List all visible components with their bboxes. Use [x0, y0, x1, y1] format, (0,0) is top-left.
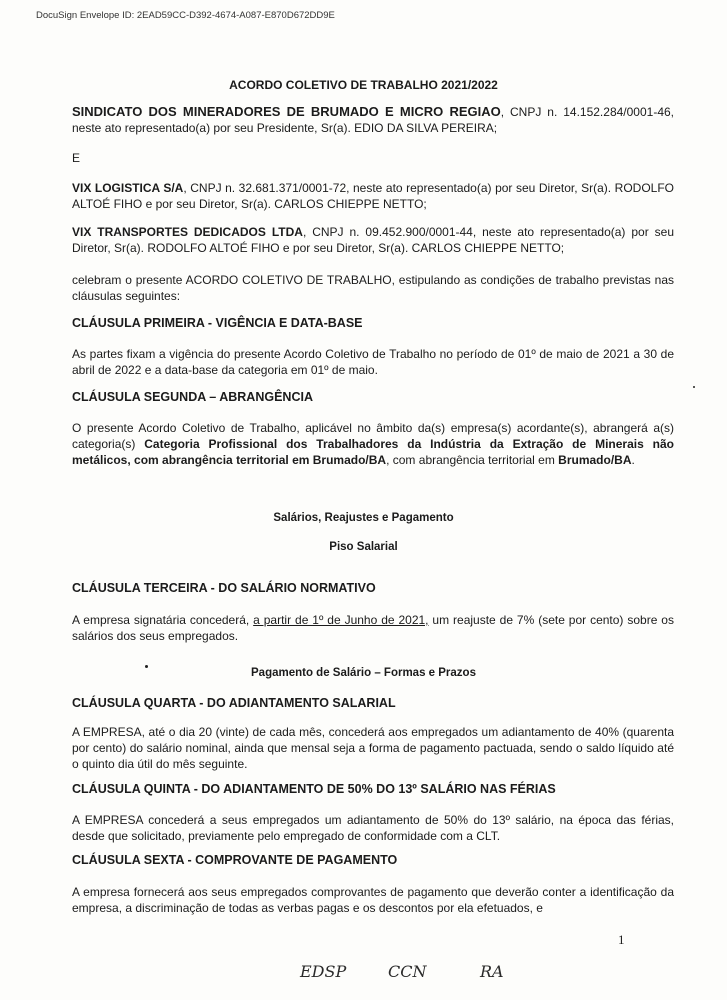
clause-6-text: A empresa fornecerá aos seus empregados comprovantes de pagamento que deverão conter a identificação da empresa, a discriminação de todas as verbas pagas e os descontos por ela efetuados, e	[72, 885, 674, 915]
document-title: ACORDO COLETIVO DE TRABALHO 2021/2022	[229, 78, 498, 92]
conjunction: E	[72, 151, 81, 165]
clause-2-category: Categoria Profissional dos Trabalhadores da Indústria da Extração de Minerais não metálicos, com abrangência territorial em Brumado/BA	[72, 437, 674, 467]
clause-4-title: CLÁUSULA QUARTA - DO ADIANTAMENTO SALARIAL	[72, 696, 396, 710]
clause-2-title: CLÁUSULA SEGUNDA – ABRANGÊNCIA	[72, 390, 313, 404]
party-sindicato-name: SINDICATO DOS MINERADORES DE BRUMADO E MICRO REGIAO	[72, 104, 501, 119]
clause-2-text-a: O presente Acordo Coletivo de Trabalho, aplicável no âmbito da(s) empresa(s) acordante(s), abrangerá a(s) categoria(s)	[72, 421, 674, 451]
scan-speck	[693, 386, 695, 388]
initials-ra: RA	[480, 962, 504, 981]
initials-ccn: CCN	[388, 962, 427, 981]
scan-speck	[145, 665, 148, 668]
clause-2-text-c: , com abrangência territorial em	[386, 453, 559, 467]
initials-edsp: EDSP	[300, 962, 347, 981]
clause-5-title: CLÁUSULA QUINTA - DO ADIANTAMENTO DE 50% DO 13º SALÁRIO NAS FÉRIAS	[72, 782, 556, 796]
clause-3-date: a partir de 1º de Junho de 2021,	[253, 613, 429, 627]
clause-1-title: CLÁUSULA PRIMEIRA - VIGÊNCIA E DATA-BASE	[72, 316, 363, 330]
party-vix-transportes	[72, 224, 674, 256]
clause-6-title: CLÁUSULA SEXTA - COMPROVANTE DE PAGAMENTO	[72, 853, 398, 867]
section-salarios: Salários, Reajustes e Pagamento	[273, 512, 454, 524]
clause-2-text-e: .	[631, 453, 635, 467]
clause-2-text	[72, 420, 674, 468]
clause-3-text-c: um reajuste de 7% (sete por cento) sobre os salários dos seus empregados.	[72, 613, 674, 643]
page-number: 1	[618, 932, 625, 947]
party-vix-transportes-name: VIX TRANSPORTES DEDICADOS LTDA	[72, 225, 303, 239]
section-pagamento: Pagamento de Salário – Formas e Prazos	[251, 667, 476, 679]
clause-3-title: CLÁUSULA TERCEIRA - DO SALÁRIO NORMATIVO	[72, 581, 376, 595]
party-sindicato	[72, 104, 674, 136]
docusign-envelope-id: DocuSign Envelope ID: 2EAD59CC-D392-4674-A087-E870D672DD9E	[36, 10, 335, 21]
clause-5-text: A EMPRESA concederá a seus empregados um adiantamento de 50% do 13º salário, na época das férias, desde que solicitado, previamente pelo empregado de conformidade com a CLT.	[72, 813, 674, 843]
party-vix-logistica	[72, 180, 674, 212]
clause-2-territory: Brumado/BA	[558, 453, 632, 467]
party-vix-logistica-name: VIX LOGISTICA S/A	[72, 181, 184, 195]
section-piso-salarial: Piso Salarial	[329, 541, 398, 553]
clause-1-text: As partes fixam a vigência do presente Acordo Coletivo de Trabalho no período de 01º de maio de 2021 a 30 de abril de 2022 e a data-base da categoria em 01º de maio.	[72, 347, 674, 377]
party-sindicato-details: , CNPJ n. 14.152.284/0001-46, neste ato representado(a) por seu Presidente, Sr(a). EDIO DA SILVA PEREIRA;	[72, 105, 674, 135]
clause-4-text: A EMPRESA, até o dia 20 (vinte) de cada mês, concederá aos empregados um adiantamento de 40% (quarenta por cento) do salário nominal, ainda que mensal seja a forma de pagamento pactuada, sendo o saldo líquido até o quinto dia útil do mês seguinte.	[72, 725, 674, 771]
party-vix-transportes-details: , CNPJ n. 09.452.900/0001-44, neste ato representado(a) por seu Diretor, Sr(a). RODOLFO ALTOÉ FIHO e por seu Diretor, Sr(a). CARLOS CHIEPPE NETTO;	[72, 225, 674, 255]
clause-3-text-a: A empresa signatária concederá,	[72, 613, 254, 627]
clause-3-text	[72, 612, 674, 644]
intro-paragraph: celebram o presente ACORDO COLETIVO DE TRABALHO, estipulando as condições de trabalho previstas nas cláusulas seguintes:	[72, 273, 674, 303]
party-vix-logistica-details: , CNPJ n. 32.681.371/0001-72, neste ato representado(a) por seu Diretor, Sr(a). RODOLFO ALTOÉ FIHO e por seu Diretor, Sr(a). CARLOS CHIEPPE NETTO;	[72, 181, 674, 211]
